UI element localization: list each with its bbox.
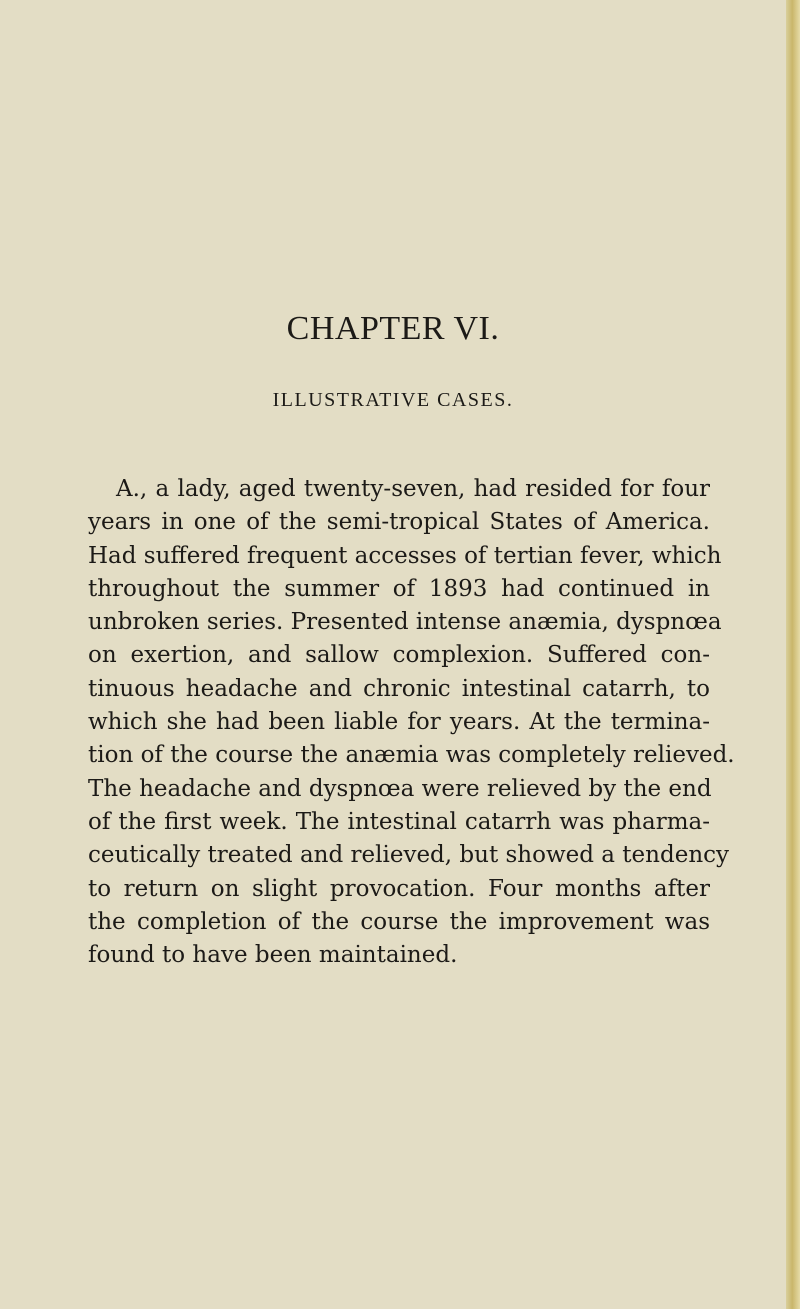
- paragraph-line: A., a lady, aged twenty-seven, had resided for four: [116, 476, 710, 502]
- paragraph-line: to return on slight provocation. Four months after: [88, 875, 710, 902]
- paragraph-line: ceutically treated and relieved, but showed a tendency: [88, 842, 730, 869]
- page-edge: [786, 0, 800, 1309]
- paragraph-line: The headache and dyspnœa were relieved by the end: [88, 775, 712, 802]
- paragraph-line: unbroken series. Presented intense anæmia, dyspnœa: [88, 609, 722, 636]
- paragraph-line: Had suffered frequent accesses of tertian fever, which: [88, 542, 722, 569]
- paragraph-line: found to have been maintained.: [88, 942, 458, 969]
- paragraph-line: tion of the course the anæmia was completely relieved.: [88, 742, 735, 769]
- paragraph-line: years in one of the semi-tropical States of America.: [88, 509, 710, 536]
- paragraph-line: which she had been liable for years. At the termina-: [88, 709, 710, 736]
- paragraph-line: the completion of the course the improvement was: [88, 908, 710, 935]
- paragraph-line: throughout the summer of 1893 had continued in: [88, 575, 710, 602]
- paragraph-line: of the first week. The intestinal catarrh was pharma-: [88, 808, 710, 835]
- paragraph-line: on exertion, and sallow complexion. Suffered con-: [88, 642, 710, 669]
- case-paragraph: [88, 473, 735, 972]
- chapter-title: CHAPTER VI.: [286, 310, 500, 347]
- paragraph-line: tinuous headache and chronic intestinal catarrh, to: [88, 675, 710, 702]
- section-heading: ILLUSTRATIVE CASES.: [272, 389, 514, 411]
